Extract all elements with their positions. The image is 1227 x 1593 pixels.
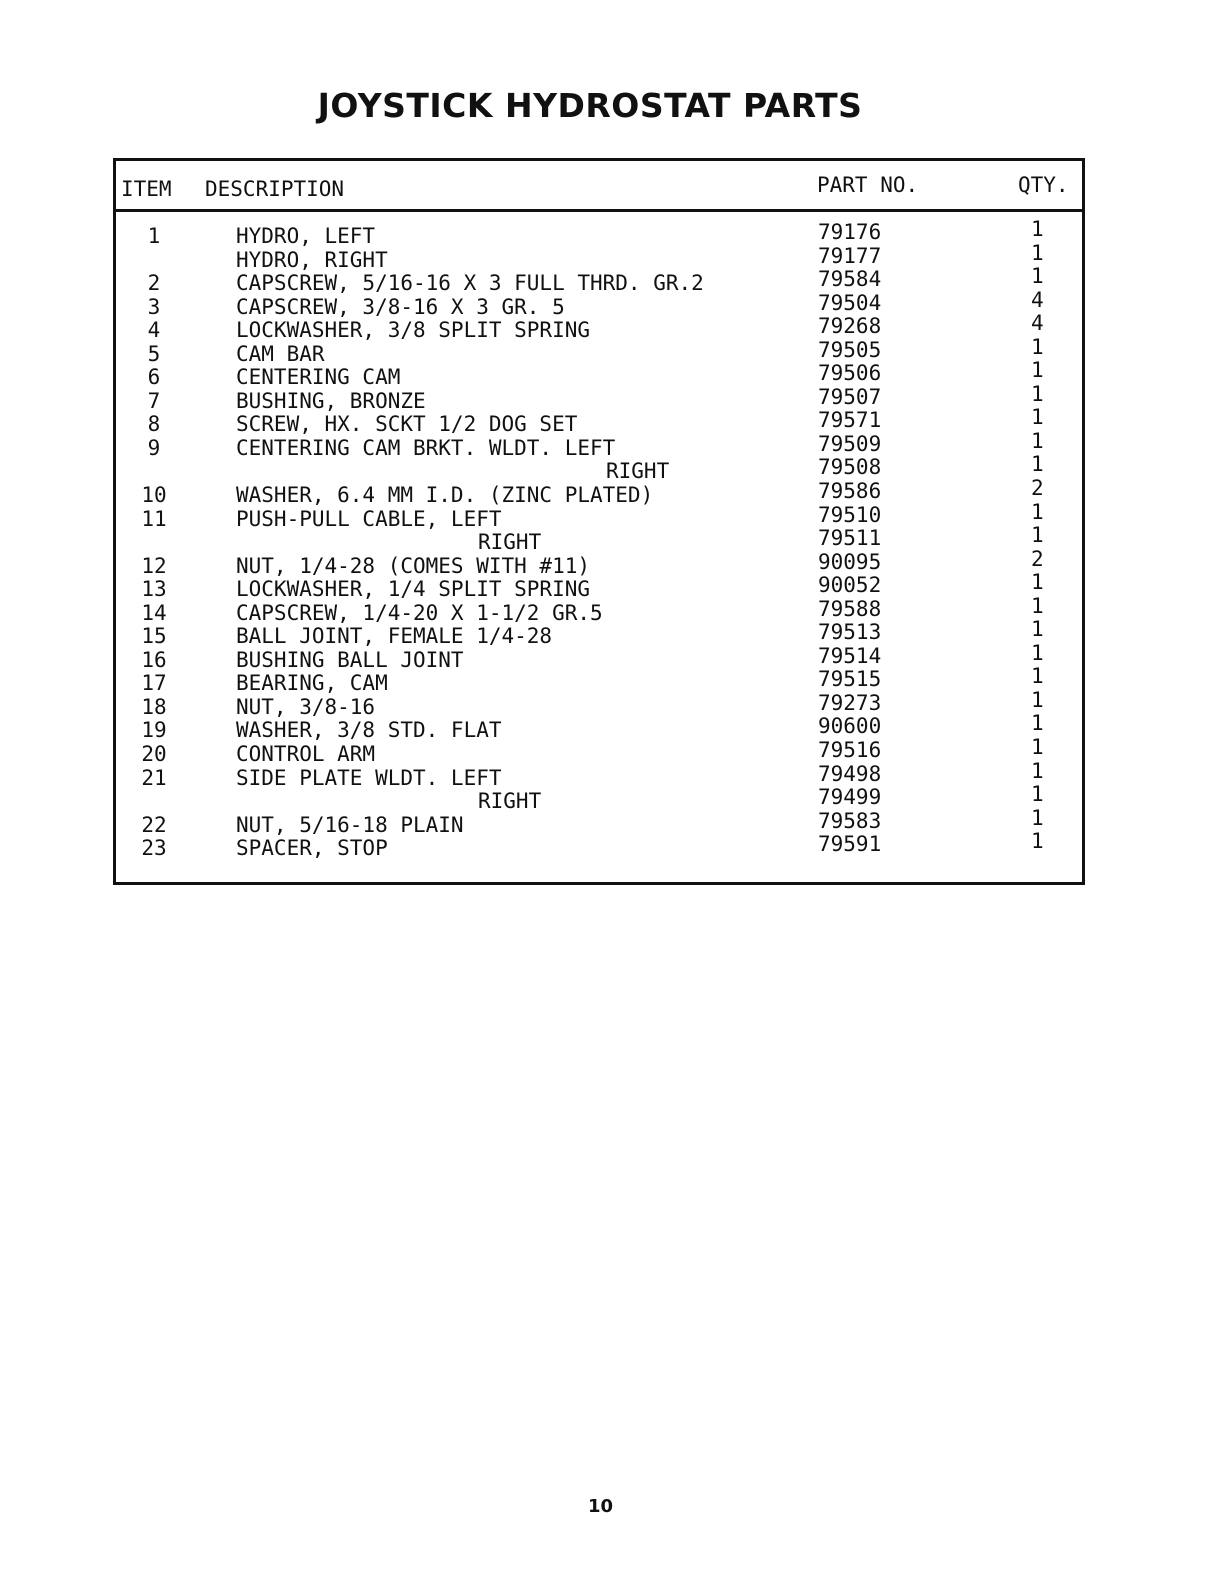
- quantity: 1: [1031, 264, 1044, 289]
- quantity: 1: [1031, 687, 1044, 712]
- quantity: 1: [1031, 735, 1044, 760]
- part-number: 79584: [818, 267, 882, 292]
- quantity: 2: [1031, 546, 1044, 571]
- table-row: [116, 523, 1082, 555]
- item-number: 19: [141, 718, 167, 743]
- quantity: 1: [1031, 405, 1044, 430]
- part-description: SCREW, HX. SCKT 1/2 DOG SET: [236, 412, 578, 437]
- item-number: 4: [147, 318, 161, 343]
- table-row: [116, 240, 1082, 273]
- quantity: 1: [1031, 593, 1044, 618]
- quantity: 1: [1031, 664, 1044, 689]
- part-number: 79513: [818, 620, 882, 645]
- part-number: 79510: [818, 502, 882, 527]
- part-description: NUT, 1/4-28 (COMES WITH #11): [236, 553, 591, 578]
- parts-table: [113, 158, 1085, 885]
- part-number: 79499: [818, 785, 882, 810]
- table-body: [116, 217, 1082, 861]
- part-number: 90095: [818, 549, 882, 574]
- item-number: 1: [147, 224, 161, 248]
- part-number: 79505: [818, 337, 882, 362]
- part-description: NUT, 5/16-18 PLAIN: [236, 812, 464, 837]
- part-number: 79583: [818, 808, 882, 833]
- quantity: 1: [1031, 381, 1044, 406]
- part-number: 79504: [818, 290, 882, 315]
- item-number: 2: [147, 271, 161, 296]
- item-number: 8: [147, 412, 161, 437]
- item-number: 15: [141, 624, 167, 649]
- part-description: HYDRO, LEFT: [236, 224, 376, 248]
- table-row: [116, 711, 1082, 743]
- table-row: [116, 617, 1082, 649]
- table-row: [116, 758, 1082, 791]
- quantity: 1: [1031, 805, 1044, 830]
- quantity: 1: [1031, 711, 1044, 736]
- part-description: BUSHING, BRONZE: [236, 388, 426, 413]
- table-row: [116, 287, 1082, 320]
- quantity: 4: [1031, 287, 1044, 312]
- part-number: 79586: [818, 479, 882, 504]
- item-number: 20: [141, 742, 167, 767]
- part-description: RIGHT: [478, 530, 542, 555]
- part-number: 79176: [818, 220, 882, 244]
- part-number: 90600: [818, 714, 882, 739]
- quantity: 2: [1031, 476, 1044, 501]
- part-description: BALL JOINT, FEMALE 1/4-28: [236, 624, 553, 649]
- page-title: JOYSTICK HYDROSTAT PARTS: [317, 86, 863, 125]
- item-number: 3: [147, 294, 161, 319]
- table-row: [116, 264, 1082, 296]
- quantity: 1: [1031, 570, 1044, 595]
- part-number: 79571: [818, 408, 882, 433]
- table-row: [116, 334, 1082, 367]
- item-number: 17: [141, 671, 167, 696]
- quantity: 1: [1031, 358, 1044, 383]
- item-number: 23: [141, 836, 167, 861]
- column-header-qty: QTY.: [1018, 173, 1069, 197]
- part-description: NUT, 3/8-16: [236, 694, 376, 719]
- quantity: 1: [1031, 523, 1044, 548]
- table-row: [116, 428, 1082, 461]
- quantity: 1: [1031, 428, 1044, 453]
- part-description: LOCKWASHER, 3/8 SPLIT SPRING: [236, 318, 591, 343]
- item-number: 9: [147, 435, 161, 460]
- part-description: RIGHT: [606, 459, 670, 484]
- part-number: 90052: [818, 573, 882, 598]
- part-number: 79591: [818, 832, 882, 857]
- table-row: [116, 829, 1082, 861]
- part-number: 79588: [818, 596, 882, 621]
- table-row: [116, 405, 1082, 437]
- column-header-item: ITEM: [121, 177, 172, 201]
- table-row: [116, 217, 1082, 249]
- part-description: RIGHT: [478, 789, 542, 814]
- part-description: WASHER, 6.4 MM I.D. (ZINC PLATED): [236, 483, 654, 508]
- part-number: 79498: [818, 761, 882, 786]
- part-number: 79506: [818, 361, 882, 386]
- part-description: BEARING, CAM: [236, 671, 388, 696]
- quantity: 1: [1031, 217, 1044, 241]
- part-number: 79514: [818, 643, 882, 668]
- item-number: 12: [141, 553, 167, 578]
- item-number: 18: [141, 694, 167, 719]
- table-row: [116, 546, 1082, 579]
- part-description: CENTERING CAM: [236, 365, 401, 390]
- part-description: SPACER, STOP: [236, 836, 388, 861]
- quantity: 1: [1031, 240, 1044, 265]
- quantity: 1: [1031, 758, 1044, 783]
- table-row: [116, 782, 1082, 814]
- table-row: [116, 381, 1082, 414]
- item-number: 14: [141, 600, 167, 625]
- table-row: [116, 735, 1082, 767]
- table-row: [116, 805, 1082, 838]
- part-description: PUSH-PULL CABLE, LEFT: [236, 506, 502, 531]
- part-number: 79507: [818, 384, 882, 409]
- part-description: WASHER, 3/8 STD. FLAT: [236, 718, 502, 743]
- table-row: [116, 593, 1082, 626]
- column-header-description: DESCRIPTION: [205, 177, 345, 201]
- quantity: 1: [1031, 452, 1044, 477]
- item-number: 13: [141, 577, 167, 602]
- part-description: CAPSCREW, 1/4-20 X 1-1/2 GR.5: [236, 600, 603, 625]
- part-number: 79177: [818, 243, 882, 268]
- part-description: CAM BAR: [236, 341, 325, 366]
- quantity: 1: [1031, 782, 1044, 807]
- item-number: 21: [141, 765, 167, 790]
- quantity: 1: [1031, 829, 1044, 854]
- table-row: [116, 640, 1082, 673]
- item-number: 16: [141, 647, 167, 672]
- table-row: [116, 311, 1082, 343]
- table-row: [116, 452, 1082, 484]
- table-row: [116, 570, 1082, 602]
- quantity: 1: [1031, 640, 1044, 665]
- table-row: [116, 687, 1082, 720]
- part-number: 79508: [818, 455, 882, 480]
- item-number: 5: [147, 341, 161, 366]
- part-number: 79516: [818, 738, 882, 763]
- part-description: CAPSCREW, 5/16-16 X 3 FULL THRD. GR.2: [236, 271, 704, 296]
- part-description: SIDE PLATE WLDT. LEFT: [236, 765, 502, 790]
- page-number: 10: [588, 1496, 614, 1517]
- item-number: 10: [141, 483, 167, 508]
- part-description: HYDRO, RIGHT: [236, 247, 388, 272]
- part-number: 79515: [818, 667, 882, 692]
- quantity: 1: [1031, 334, 1044, 359]
- table-header: [116, 161, 1082, 212]
- part-number: 79509: [818, 431, 882, 456]
- part-number: 79268: [818, 314, 882, 339]
- item-number: 22: [141, 812, 167, 837]
- quantity: 1: [1031, 617, 1044, 642]
- part-description: CAPSCREW, 3/8-16 X 3 GR. 5: [236, 294, 565, 319]
- column-header-part-no: PART NO.: [817, 173, 919, 197]
- part-number: 79273: [818, 690, 882, 715]
- table-row: [116, 476, 1082, 508]
- table-row: [116, 664, 1082, 696]
- item-number: 11: [141, 506, 167, 531]
- table-row: [116, 499, 1082, 532]
- item-number: 7: [147, 388, 161, 413]
- part-description: CONTROL ARM: [236, 742, 376, 767]
- part-number: 79511: [818, 526, 882, 551]
- quantity: 4: [1031, 311, 1044, 336]
- part-description: CENTERING CAM BRKT. WLDT. LEFT: [236, 435, 616, 460]
- item-number: 6: [147, 365, 161, 390]
- quantity: 1: [1031, 499, 1044, 524]
- table-row: [116, 358, 1082, 390]
- part-description: LOCKWASHER, 1/4 SPLIT SPRING: [236, 577, 591, 602]
- part-description: BUSHING BALL JOINT: [236, 647, 464, 672]
